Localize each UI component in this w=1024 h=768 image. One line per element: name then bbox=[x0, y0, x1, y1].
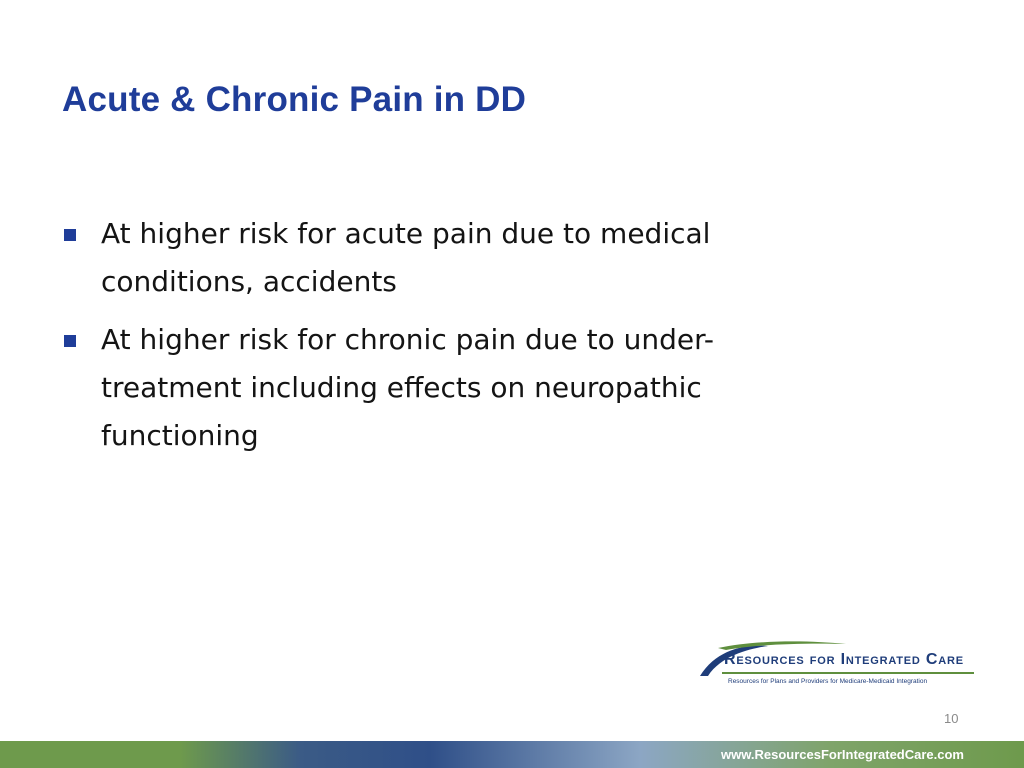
bullet-text: At higher risk for acute pain due to medical conditions, accidents bbox=[101, 217, 711, 298]
square-bullet-icon bbox=[64, 335, 76, 347]
footer-url: www.ResourcesForIntegratedCare.com bbox=[721, 747, 964, 762]
logo-name: Resources for Integrated Care bbox=[724, 651, 964, 668]
bullet-text: At higher risk for chronic pain due to under-treatment including effects on neuropathic functioning bbox=[101, 323, 714, 452]
bullet-list bbox=[62, 210, 842, 470]
footer-bar bbox=[0, 741, 1024, 768]
slide-title: Acute & Chronic Pain in DD bbox=[62, 80, 527, 119]
bullet-item bbox=[62, 210, 842, 306]
resources-for-integrated-care-logo bbox=[696, 638, 978, 694]
bullet-item bbox=[62, 316, 842, 460]
square-bullet-icon bbox=[64, 229, 76, 241]
logo-tagline: Resources for Plans and Providers for Medicare-Medicaid Integration bbox=[728, 678, 928, 685]
page-number: 10 bbox=[944, 711, 959, 726]
